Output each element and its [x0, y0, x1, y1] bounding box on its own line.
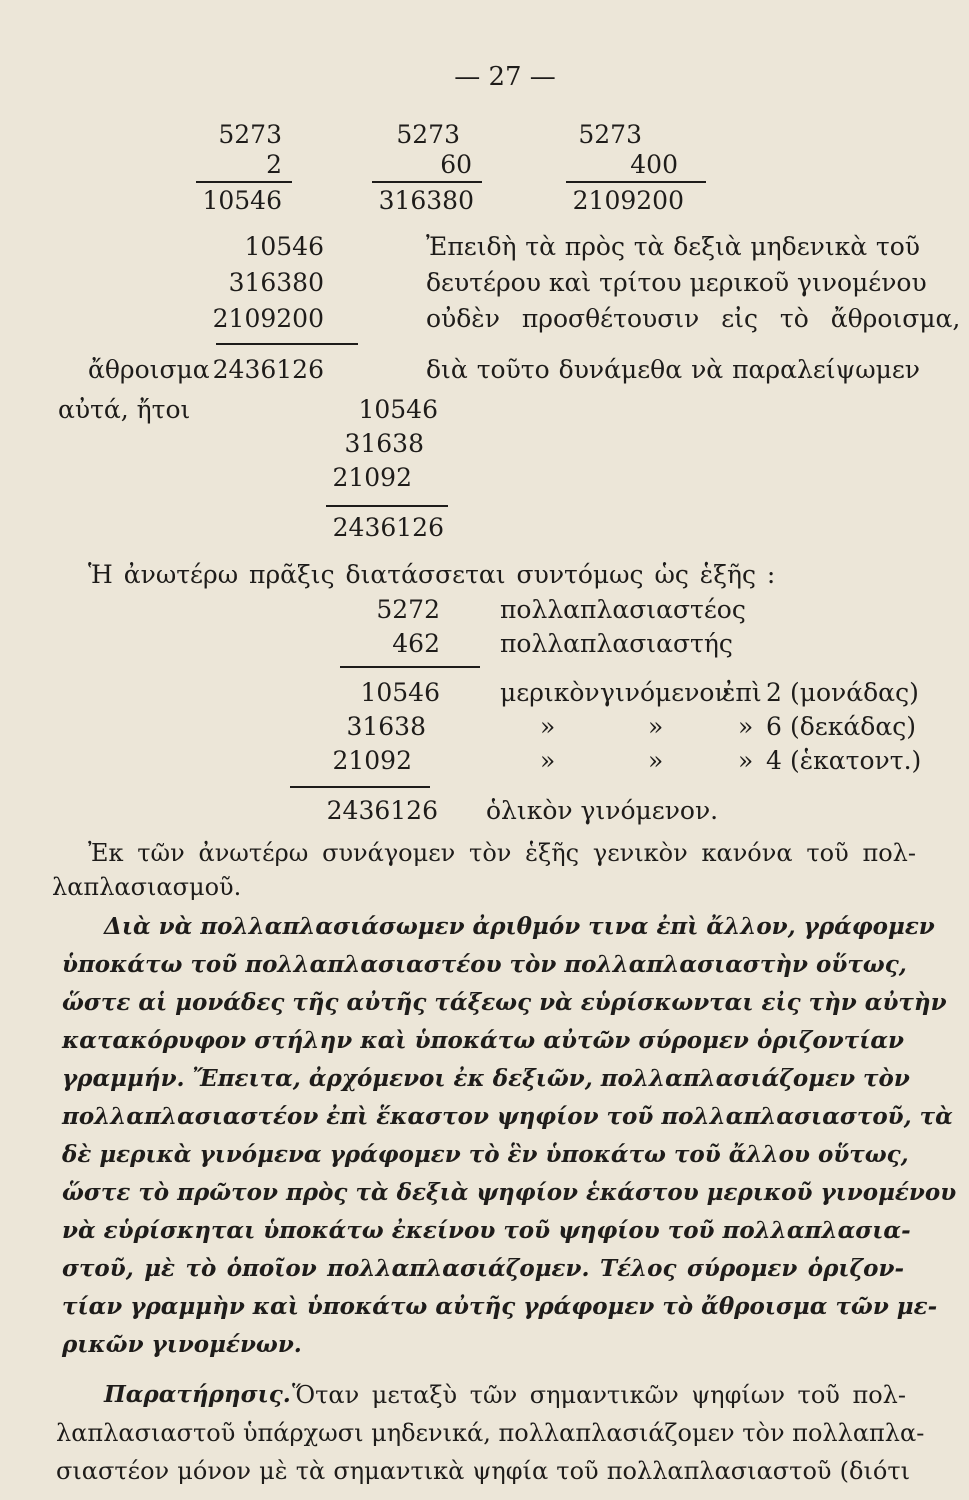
partial-2-digit: 6: [766, 712, 782, 741]
compact-rule-1: [340, 666, 480, 668]
partial-2-place: (δεκάδας): [790, 712, 916, 741]
remark-line-1: Ὅταν μεταξὺ τῶν σημαντικῶν ψηφίων τοῦ πολ-: [292, 1381, 906, 1409]
example-1-rule: [196, 181, 292, 183]
sum-rule: [216, 343, 358, 345]
partial-3-value: 21092: [332, 746, 412, 775]
rule-line-7: δὲ μερικὰ γινόμενα γράφομεν τὸ ἓν ὑποκάτω τοῦ ἄλλου οὕτως,: [62, 1141, 909, 1168]
example-3-rule: [566, 181, 706, 183]
sum-addend-3: 2109200: [212, 304, 324, 333]
rule-line-1: Διὰ νὰ πολλαπλασιάσωμεν ἀριθμόν τινα ἐπὶ ἄλλον, γράφομεν: [104, 913, 935, 940]
compact-multiplicand: 5272: [376, 595, 440, 624]
partial-1-q1: μερικὸν: [500, 678, 600, 707]
remark-label: Παρατήρησις.: [104, 1381, 291, 1408]
sum-addend-2: 316380: [228, 268, 324, 297]
short-sum-rule: [326, 505, 448, 507]
short-sum-line-2: 31638: [344, 429, 424, 458]
short-sum-total: 2436126: [332, 513, 444, 542]
partial-1-q3: ἐπὶ: [722, 678, 762, 707]
remark-line-3: σιαστέον μόνον μὲ τὰ σημαντικὰ ψηφία τοῦ πολλαπλασιαστοῦ (διότι: [56, 1457, 910, 1485]
compact-multiplier: 462: [392, 629, 440, 658]
rule-line-8: ὥστε τὸ πρῶτον πρὸς τὰ δεξιὰ ψηφίον ἑκάστου μερικοῦ γινομένου: [62, 1179, 957, 1206]
partial-1-place: (μονάδας): [790, 678, 919, 707]
partial-1-value: 10546: [360, 678, 440, 707]
partial-2-value: 31638: [346, 712, 426, 741]
short-sum-intro: αὐτά, ἤτοι: [58, 395, 191, 424]
compact-total-label: ὁλικὸν γινόμενον.: [486, 796, 719, 825]
partial-3-q1: »: [540, 746, 556, 775]
partial-2-q2: »: [648, 712, 664, 741]
rule-line-12: ρικῶν γινομένων.: [62, 1331, 302, 1358]
rule-line-5: γραμμήν. Ἔπειτα, ἀρχόμενοι ἐκ δεξιῶν, πολλαπλασιάζομεν τὸν: [62, 1065, 910, 1092]
sum-addend-1: 10546: [244, 232, 324, 261]
rule-line-6: πολλαπλασιαστέον ἐπὶ ἕκαστον ψηφίον τοῦ πολλαπλασιαστοῦ, τὰ: [62, 1103, 953, 1130]
page-number: — 27 —: [454, 62, 556, 92]
sum-label: ἄθροισμα: [88, 355, 210, 384]
rule-intro-line-2: λαπλασιασμοῦ.: [52, 873, 242, 901]
example-3-multiplicand: 5273: [578, 120, 642, 149]
short-sum-line-1: 10546: [358, 395, 438, 424]
example-1-product: 10546: [202, 186, 282, 215]
sum-note-line-2: δευτέρου καὶ τρίτου μερικοῦ γινομένου: [426, 268, 927, 297]
partial-3-q2: »: [648, 746, 664, 775]
sum-note-line-1: Ἐπειδὴ τὰ πρὸς τὰ δεξιὰ μηδενικὰ τοῦ: [426, 232, 920, 261]
example-3-multiplier: 400: [630, 150, 678, 179]
rule-intro-line-1: Ἐκ τῶν ἀνωτέρω συνάγομεν τὸν ἑξῆς γενικὸν κανόνα τοῦ πολ-: [88, 839, 916, 867]
sum-total: 2436126: [212, 355, 324, 384]
short-sum-line-3: 21092: [332, 463, 412, 492]
partial-3-digit: 4: [766, 746, 782, 775]
rule-line-9: νὰ εὑρίσκηται ὑποκάτω ἐκείνου τοῦ ψηφίου τοῦ πολλαπλασια-: [62, 1217, 911, 1244]
partial-3-place: (ἑκατοντ.): [790, 746, 922, 775]
partial-1-q2: γινόμενον: [600, 678, 730, 707]
rule-line-4: κατακόρυφον στήλην καὶ ὑποκάτω αὐτῶν σύρομεν ὁριζοντίαν: [62, 1027, 904, 1054]
compact-intro: Ἡ ἀνωτέρω πρᾶξις διατάσσεται συντόμως ὡς ἑξῆς :: [88, 560, 776, 589]
rule-line-11: τίαν γραμμὴν καὶ ὑποκάτω αὐτῆς γράφομεν τὸ ἄθροισμα τῶν με-: [62, 1293, 938, 1320]
sum-note-line-3: οὐδὲν προσθέτουσιν εἰς τὸ ἄθροισμα,: [426, 304, 961, 333]
compact-multiplier-label: πολλαπλασιαστής: [500, 629, 733, 658]
example-1-multiplicand: 5273: [218, 120, 282, 149]
compact-rule-2: [290, 786, 430, 788]
partial-2-q1: »: [540, 712, 556, 741]
partial-2-q3: »: [738, 712, 754, 741]
rule-line-10: στοῦ, μὲ τὸ ὁποῖον πολλαπλασιάζομεν. Τέλος σύρομεν ὁριζον-: [62, 1255, 904, 1282]
example-2-rule: [372, 181, 482, 183]
example-3-product: 2109200: [572, 186, 684, 215]
example-2-multiplicand: 5273: [396, 120, 460, 149]
sum-note-line-4: διὰ τοῦτο δυνάμεθα νὰ παραλείψωμεν: [426, 355, 920, 384]
example-2-multiplier: 60: [440, 150, 472, 179]
compact-multiplicand-label: πολλαπλασιαστέος: [500, 595, 746, 624]
rule-line-2: ὑποκάτω τοῦ πολλαπλασιαστέου τὸν πολλαπλασιαστὴν οὕτως,: [62, 951, 907, 978]
remark-line-2: λαπλασιαστοῦ ὑπάρχωσι μηδενικά, πολλαπλασιάζομεν τὸν πολλαπλα-: [56, 1419, 925, 1447]
rule-line-3: ὥστε αἱ μονάδες τῆς αὐτῆς τάξεως νὰ εὑρίσκωνται εἰς τὴν αὐτὴν: [62, 989, 947, 1016]
example-1-multiplier: 2: [266, 150, 282, 179]
partial-1-digit: 2: [766, 678, 782, 707]
partial-3-q3: »: [738, 746, 754, 775]
compact-total: 2436126: [326, 796, 438, 825]
example-2-product: 316380: [378, 186, 474, 215]
